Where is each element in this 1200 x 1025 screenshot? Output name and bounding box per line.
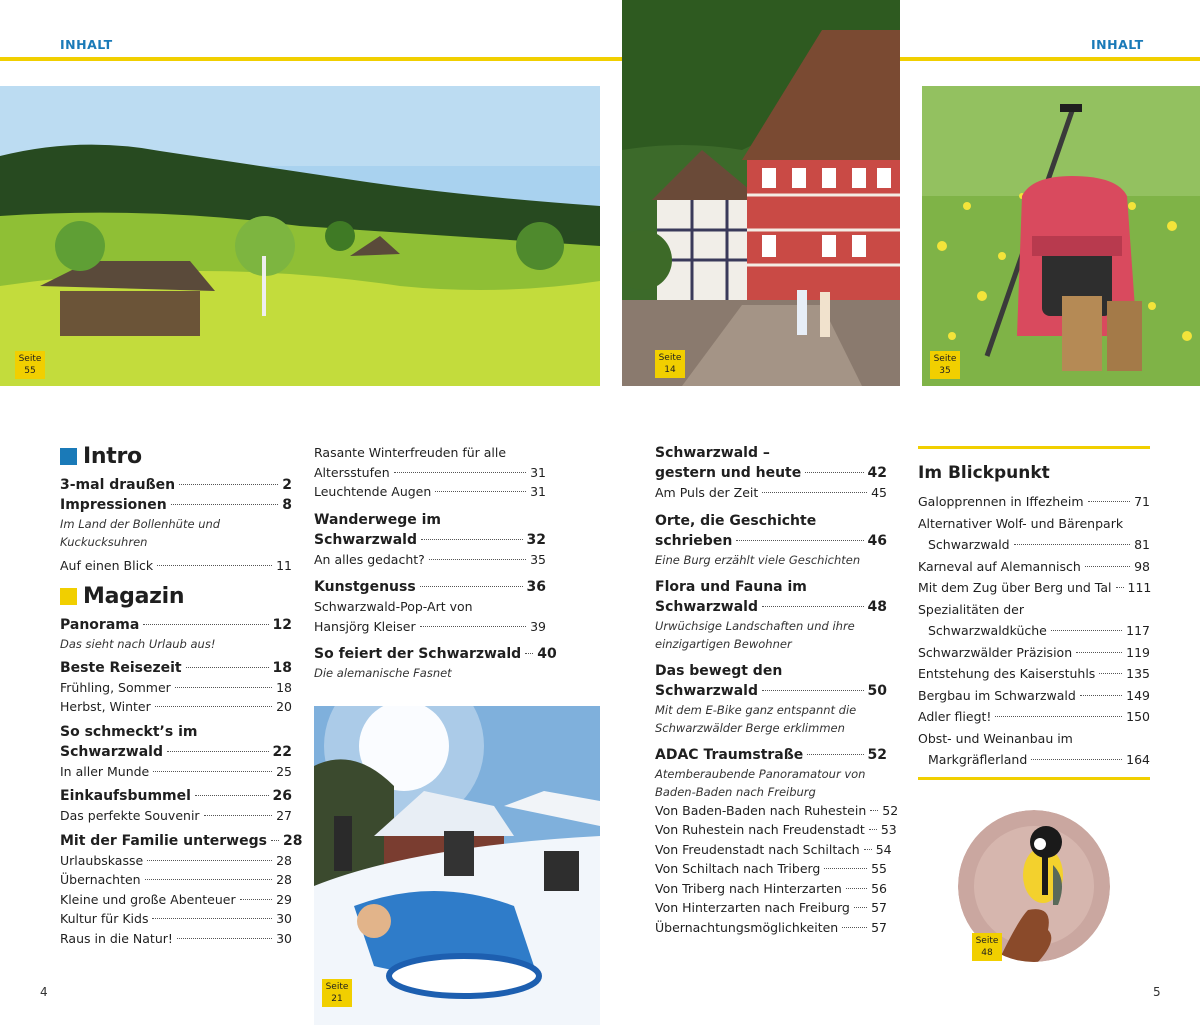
toc-subentry[interactable]: Am Puls der Zeit 45 — [655, 485, 887, 500]
header-rule-left — [0, 57, 622, 61]
toc-column-1 — [60, 444, 303, 953]
toc-entry[interactable]: Markgräflerland 164 — [928, 752, 1150, 767]
header-rule-right — [900, 57, 1200, 61]
toc-subtitle: Schwarzwälder Berge erklimmen — [655, 720, 845, 735]
photo-winter-snow-fun — [314, 706, 600, 1025]
toc-subentry[interactable]: Altersstufen 31 — [314, 464, 546, 480]
toc-subentry[interactable]: Übernachten 28 — [60, 872, 292, 887]
toc-subtitle: Die alemanische Fasnet — [314, 666, 452, 680]
toc-entry[interactable]: Mit dem Zug über Berg und Tal 111 — [918, 580, 1152, 595]
toc-entry[interactable]: Schwarzwald 48 — [655, 598, 887, 615]
toc-entry-title: Obst- und Weinanbau im — [918, 730, 1073, 746]
im-blickpunkt-title: Im Blickpunkt — [918, 463, 1050, 483]
toc-entry-title: Schwarzwald-Pop-Art von — [314, 599, 473, 614]
toc-entry[interactable]: gestern und heute 42 — [655, 465, 887, 481]
toc-subentry[interactable]: Von Baden-Baden nach Ruhestein 52 — [655, 802, 899, 818]
toc-entry-title: So schmeckt’s im — [60, 723, 198, 740]
page-ref-badge: Seite 14 — [655, 350, 685, 378]
photo-half-timbered-houses — [622, 0, 900, 386]
toc-entry[interactable]: Panorama 12 — [60, 616, 292, 633]
toc-subtitle: Das sieht nach Urlaub aus! — [60, 636, 216, 651]
toc-entry[interactable]: Adler fliegt! 150 — [918, 709, 1150, 724]
toc-subentry[interactable]: Kleine und große Abenteuer 29 — [60, 891, 292, 907]
toc-entry-title: Das bewegt den — [655, 662, 783, 679]
section-title-magazin: Magazin — [60, 584, 292, 609]
toc-entry[interactable]: Bergbau im Schwarzwald 149 — [918, 687, 1150, 703]
toc-entry[interactable]: Mit der Familie unterwegs 28 — [60, 832, 303, 849]
toc-entry[interactable]: Schwarzwald 22 — [60, 743, 292, 760]
toc-subentry[interactable]: Von Triberg nach Hinterzarten 56 — [655, 880, 887, 896]
section-header-right: INHALT — [1091, 37, 1144, 52]
toc-entry[interactable]: Galopprennen in Iffezheim 71 — [918, 494, 1150, 509]
toc-entry[interactable]: Karneval auf Alemannisch 98 — [918, 558, 1150, 574]
toc-entry[interactable]: Kunstgenuss 36 — [314, 579, 546, 595]
toc-entry[interactable]: Auf einen Blick 11 — [60, 558, 292, 573]
toc-entry[interactable]: Schwarzwald 81 — [928, 537, 1150, 552]
toc-entry[interactable]: Schwarzwald 32 — [314, 531, 546, 548]
toc-subentry[interactable]: Das perfekte Souvenir 27 — [60, 808, 292, 823]
page-ref-badge: Seite 35 — [930, 351, 960, 379]
toc-entry[interactable]: Beste Reisezeit 18 — [60, 659, 292, 676]
toc-column-3 — [655, 443, 899, 942]
toc-entry[interactable]: So feiert der Schwarzwald 40 — [314, 646, 557, 662]
toc-subentry[interactable]: Frühling, Sommer 18 — [60, 679, 292, 695]
toc-subtitle: Im Land der Bollenhüte und — [60, 517, 221, 531]
toc-entry-title: Flora und Fauna im — [655, 578, 807, 595]
page-ref-badge: Seite 21 — [322, 979, 352, 1007]
toc-subentry[interactable]: Von Ruhestein nach Freudenstadt 53 — [655, 822, 897, 837]
toc-entry[interactable]: Entstehung des Kaiserstuhls 135 — [918, 666, 1150, 681]
im-blickpunkt-box — [918, 446, 1150, 780]
toc-subentry[interactable]: Übernachtungsmöglichkeiten 57 — [655, 919, 887, 935]
toc-subentry[interactable]: Kultur für Kids 30 — [60, 911, 292, 926]
toc-subtitle: Kuckucksuhren — [60, 535, 148, 549]
section-header-left: INHALT — [60, 37, 113, 52]
toc-entry-title: Orte, die Geschichte — [655, 512, 817, 529]
toc-entry[interactable]: Impressionen 8 — [60, 497, 292, 513]
toc-subentry[interactable]: Hansjörg Kleiser 39 — [314, 618, 546, 634]
toc-entry-title: Alternativer Wolf- und Bärenpark — [918, 515, 1124, 531]
toc-column-2 — [314, 443, 557, 687]
toc-entry[interactable]: ADAC Traumstraße 52 — [655, 746, 887, 763]
toc-entry-title: Wanderwege im — [314, 511, 441, 528]
toc-entry[interactable]: Schwarzwälder Präzision 119 — [918, 644, 1150, 660]
photo-meadow-farmhouse — [0, 86, 600, 386]
toc-subentry[interactable]: Von Hinterzarten nach Freiburg 57 — [655, 900, 887, 915]
toc-entry-title: Rasante Winterfreuden für alle — [314, 445, 507, 460]
toc-entry-title: Schwarzwald – — [655, 445, 770, 461]
section-title-intro: Intro — [60, 444, 292, 469]
toc-subentry[interactable]: Herbst, Winter 20 — [60, 699, 292, 714]
toc-subentry[interactable]: Raus in die Natur! 30 — [60, 930, 292, 946]
toc-subentry[interactable]: In aller Munde 25 — [60, 763, 292, 779]
toc-subtitle: Baden-Baden nach Freiburg — [655, 784, 816, 799]
toc-entry[interactable]: 3-mal draußen 2 — [60, 477, 292, 493]
toc-subentry[interactable]: Leuchtende Augen 31 — [314, 484, 546, 499]
toc-subtitle: Urwüchsige Landschaften und ihre — [655, 618, 855, 633]
page-ref-badge: Seite 48 — [972, 933, 1002, 961]
toc-subtitle: einzigartigen Bewohner — [655, 636, 792, 651]
toc-entry[interactable]: schrieben 46 — [655, 532, 887, 549]
toc-subentry[interactable]: Von Freudenstadt nach Schiltach 54 — [655, 841, 892, 857]
toc-entry-title: Spezialitäten der — [918, 601, 1025, 617]
toc-subentry[interactable]: Urlaubskasse 28 — [60, 852, 292, 868]
yellow-square-icon — [60, 588, 77, 605]
page-number-left: 4 — [40, 985, 48, 999]
page-number-right: 5 — [1153, 985, 1161, 999]
page-ref-badge: Seite 55 — [15, 351, 45, 379]
toc-subtitle: Mit dem E-Bike ganz entspannt die — [655, 702, 857, 717]
toc-entry[interactable]: Schwarzwald 50 — [655, 682, 887, 699]
toc-subentry[interactable]: Von Schiltach nach Triberg 55 — [655, 861, 887, 876]
toc-subentry[interactable]: An alles gedacht? 35 — [314, 551, 546, 567]
toc-subtitle: Atemberaubende Panoramatour von — [655, 766, 866, 781]
blue-square-icon — [60, 448, 77, 465]
photo-backpack-boots — [922, 86, 1200, 386]
toc-entry[interactable]: Einkaufsbummel 26 — [60, 788, 292, 804]
toc-subtitle: Eine Burg erzählt viele Geschichten — [655, 552, 861, 567]
toc-entry[interactable]: Schwarzwaldküche 117 — [928, 623, 1150, 638]
